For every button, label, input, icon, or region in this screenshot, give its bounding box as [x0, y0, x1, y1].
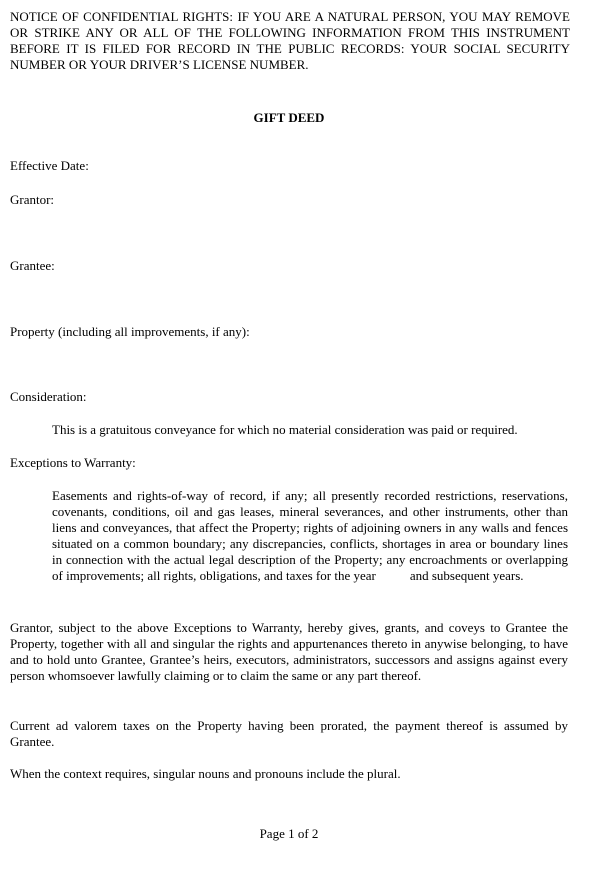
exceptions-text-end: and subsequent years.: [409, 568, 524, 583]
consideration-text: This is a gratuitous conveyance for which no material consideration was paid or required.: [52, 422, 518, 437]
consideration-label: Consideration:: [10, 389, 87, 404]
grantor-label: Grantor:: [10, 192, 55, 207]
page-number: Page 1 of 2: [259, 826, 319, 841]
grantee-label: Grantee:: [10, 258, 55, 273]
confidentiality-notice: NOTICE OF CONFIDENTIAL RIGHTS: IF YOU ARE A NATURAL PERSON, YOU MAY REMOVE OR STRIKE ANY OR ALL OF THE FOLLOWING INFORMATION FROM THIS INSTRUMENT BEFORE IT IS FILED FOR RECORD IN THE PUBLIC RECORDS: YOUR SOCIAL SECURITY NUMBER OR YOUR DRIVER’S LICENSE NUMBER.: [10, 9, 570, 72]
exceptions-text: [52, 488, 568, 584]
exceptions-text-main: Easements and rights-of-way of record, if any; all presently recorded restrictions, reservations, covenants, conditions, oil and gas leases, mineral severances, and other instruments, other than liens and conveyances, that affect the Property; rights of adjoining owners in any walls and fences situated on a common boundary; any discrepancies, conflicts, shortages in area or boundary lines in connection with the actual legal description of the Property; any encroachments or overlapping of improvements; all rights, obligations, and taxes for the year: [52, 488, 568, 583]
property-label: Property (including all improvements, if any):: [10, 324, 250, 339]
grant-paragraph: Grantor, subject to the above Exceptions to Warranty, hereby gives, grants, and coveys to Grantee the Property, together with all and singular the rights and appurtenances thereto in anywise belonging, to have and to hold unto Grantee, Grantee’s heirs, executors, administrators, successors and assigns against every person whomsoever lawfully claiming or to claim the same or any part thereof.: [10, 620, 568, 683]
plural-paragraph: When the context requires, singular nouns and pronouns include the plural.: [10, 766, 401, 781]
exceptions-label: Exceptions to Warranty:: [10, 455, 136, 470]
document-title: GIFT DEED: [253, 110, 325, 125]
taxes-paragraph: Current ad valorem taxes on the Property having been prorated, the payment thereof is assumed by Grantee.: [10, 718, 568, 749]
effective-date-label: Effective Date:: [10, 158, 89, 173]
